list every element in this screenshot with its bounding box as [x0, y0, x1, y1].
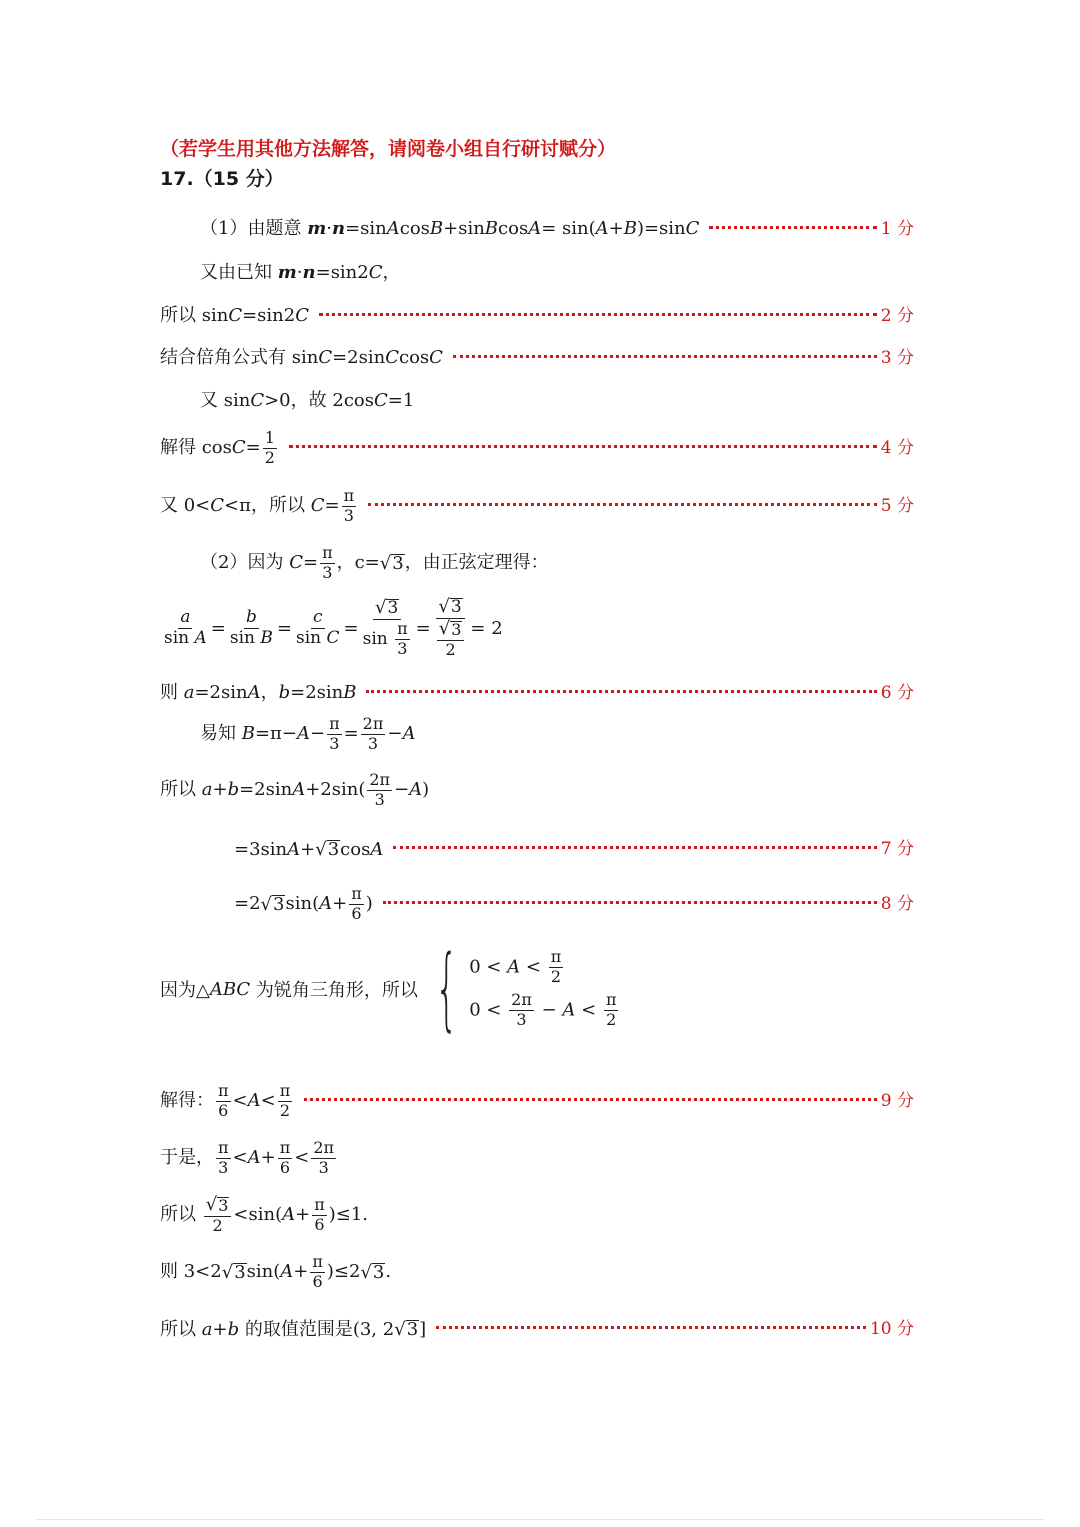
text: 又	[200, 390, 218, 411]
sqrt: √ 3	[379, 552, 404, 574]
score-mark: 1 分	[880, 218, 914, 239]
step-15: 于是， $\frac{\pi}{3}$ < A + $\frac{\pi}{6}$ < $\frac{2\pi}{3}$	[160, 1138, 335, 1177]
score-mark: 5 分	[880, 495, 914, 516]
text: 则	[160, 1261, 178, 1283]
text: 结合倍角公式有	[160, 347, 286, 368]
score-mark: 4 分	[880, 437, 914, 458]
text: ，由正弦定理得：	[404, 552, 549, 574]
question-heading: 17.（15 分）	[160, 168, 284, 190]
fraction: $\frac{\pi}{3}$	[322, 543, 333, 582]
part-2-label: （2）因为	[200, 552, 284, 574]
dotted-leader	[366, 690, 876, 693]
step-13: =2 √ 3 sin( A + $\frac{\pi}{6}$ ) 8 分	[234, 884, 914, 923]
text: 的取值范围是	[244, 1318, 353, 1340]
fraction: $\frac{1}{2}$	[264, 428, 275, 467]
text: 解得：	[160, 1090, 214, 1112]
step-2: 又由已知 m · n =sin2 C ，	[200, 262, 401, 283]
dotted-leader	[453, 355, 877, 358]
step-14: 解得： $\frac{\pi}{6}$ < A < $\frac{\pi}{2}$ 9 分	[160, 1081, 914, 1120]
dotted-leader	[319, 313, 877, 316]
inequality-system: 0 < A < $\frac{\pi}{2}$ 0 < $\frac{2\pi}{3}$ − A < $\frac{\pi}{2}$	[469, 947, 617, 1029]
dotted-leader	[304, 1098, 877, 1101]
text: 所以	[160, 1318, 196, 1340]
dotted-leader	[289, 445, 877, 448]
text: 所以	[268, 495, 305, 517]
dotted-leader	[383, 901, 877, 904]
step-3: 所以 sin C =sin2 C 2 分	[160, 305, 914, 326]
score-mark: 7 分	[880, 839, 914, 859]
text: 因为△	[160, 980, 210, 1001]
step-4: 结合倍角公式有 sin C =2sin C cos C 3 分	[160, 347, 914, 368]
score-mark: 3 分	[880, 347, 914, 368]
text: 所以	[160, 779, 196, 801]
text: 为锐角三角形，所以	[255, 980, 418, 1001]
fraction: $\frac{\pi}{3}$	[343, 486, 355, 525]
score-mark: 8 分	[880, 893, 914, 914]
score-mark: 9 分	[880, 1090, 914, 1111]
step-16: 所以 √ 3 2 <sin( A + $\frac{\pi}{6}$ )≤1.	[160, 1194, 368, 1235]
text: 又	[160, 495, 178, 517]
score-mark: 2 分	[880, 305, 914, 326]
step-5: 又 sin C >0 ，故 2cos C =1	[200, 390, 415, 411]
text: ，故	[290, 390, 327, 411]
page-edge-rule	[36, 1519, 1044, 1520]
dotted-leader	[436, 1326, 866, 1329]
step-10: 易知 B =π− A − $\frac{\pi}{3}$ = $\frac{2\pi}{3}$ − A	[200, 714, 416, 753]
score-mark: 10 分	[869, 1319, 914, 1339]
step-7: 又 0< C <π， 所以 C = $\frac{\pi}{3}$ 5 分	[160, 486, 914, 525]
step-8: （2）因为 C = $\frac{\pi}{3}$ ，c= √ 3 ，由正弦定理得：	[200, 543, 549, 582]
step-6: 解得 cos C = $\frac{1}{2}$ 4 分	[160, 428, 914, 467]
text: 所以	[160, 1204, 196, 1226]
text: 又由已知	[200, 262, 272, 283]
sine-law-chain: $\frac{a}{\text{sin A}}$ = $\frac{b}{\text{sin B}}$ = $\frac{c}{\text{sin C}}$ = √ 3 sin $\frac{\pi}{3}$ = √ 3 √ 3 2 = 2	[164, 596, 503, 659]
acute-triangle-condition: 因为△ ABC 为锐角三角形，所以 { 0 < A < $\frac{\pi}{2}$ 0 < $\frac{2\pi}{3}$ − A < $\frac{\pi}{2}$	[160, 944, 620, 1034]
brace: {	[435, 936, 459, 1041]
step-1: （1）由题意 m · n =sin A cos B +sin B cos A = sin( A + B )=sin C 1 分	[200, 218, 914, 239]
step-17: 则 3<2 √ 3 sin( A + $\frac{\pi}{6}$ )≤2 √ 3 .	[160, 1252, 392, 1291]
part-1-label: （1）由题意	[200, 218, 302, 239]
text: 则	[160, 682, 178, 703]
step-12: =3sin A + √ 3 cos A 7 分	[234, 838, 914, 860]
text: 解得	[160, 437, 196, 459]
dotted-leader	[368, 503, 877, 506]
text: 易知	[200, 723, 236, 745]
step-18: 所以 a + b 的取值范围是 (3, 2 √ 3 ] 10 分	[160, 1318, 914, 1340]
grading-note: （若学生用其他方法解答，请阅卷小组自行研讨赋分）	[160, 138, 617, 160]
dotted-leader	[709, 226, 876, 229]
score-mark: 6 分	[880, 682, 914, 703]
text: 所以	[160, 305, 196, 326]
step-11: 所以 a + b =2sin A +2sin( $\frac{2\pi}{3}$ − A )	[160, 770, 430, 809]
text: 于是，	[160, 1147, 214, 1169]
dotted-leader	[393, 846, 876, 849]
step-9: 则 a =2sin A ， b =2sin B 6 分	[160, 682, 914, 703]
